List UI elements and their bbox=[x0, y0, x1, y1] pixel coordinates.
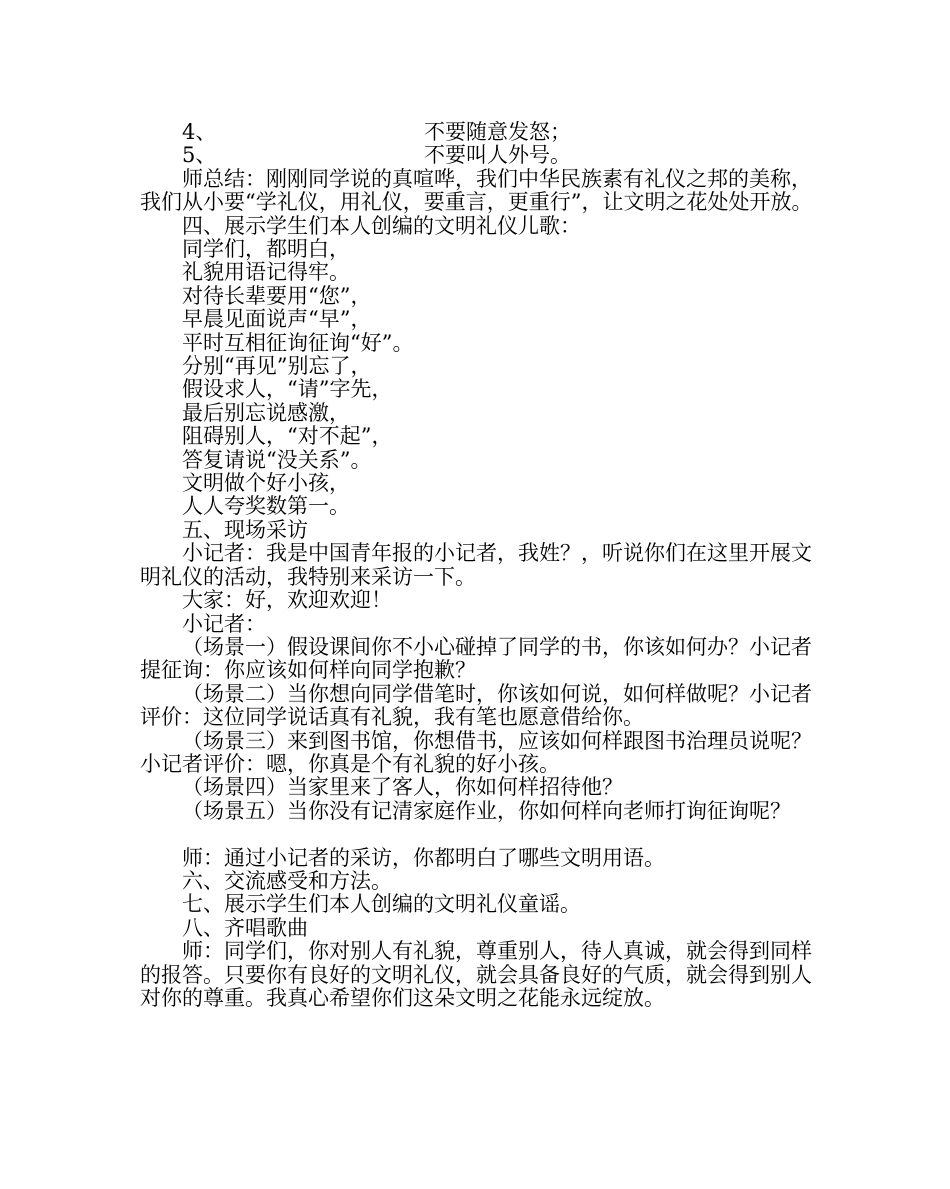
teacher-summary-paragraph: 师总结：刚刚同学说的真喧哗，我们中华民族素有礼仪之邦的美称，我们从小要“学礼仪，用礼仪，要重言，更重行”，让文明之花处处开放。 bbox=[140, 166, 813, 215]
scene-five-paragraph: （场景五）当你没有记清家庭作业，你如何样向老师打询征询呢？ bbox=[182, 798, 791, 823]
scene-one-paragraph: （场景一）假设课间你不小心碰掉了同学的书，你该如何办？小记者提征询：你应该如何样向同学抱歉？ bbox=[140, 634, 812, 683]
rhyme-line: 答复请说“没关系”。 bbox=[182, 447, 372, 472]
list-number: 4、 bbox=[182, 120, 217, 144]
list-item-5 bbox=[140, 144, 826, 167]
section-heading-four: 四、展示学生们本人创编的文明礼仪儿歌： bbox=[182, 213, 581, 238]
reporter-intro-paragraph: 小记者：我是中国青年报的小记者，我姓？，听说你们在这里开展文明礼仪的活动，我特别来采访一下。 bbox=[140, 541, 812, 589]
teacher-question-paragraph: 师：通过小记者的采访，你都明白了哪些文明用语。 bbox=[182, 845, 665, 870]
list-text: 不要随意发怒； bbox=[424, 120, 571, 144]
list-text: 不要叫人外号。 bbox=[424, 143, 571, 168]
rhyme-line: 早晨见面说声“早”， bbox=[182, 307, 372, 332]
list-number: 5、 bbox=[182, 143, 217, 168]
scene-two-paragraph: （场景二）当你想向同学借笔时，你该如何说，如何样做呢？小记者评价：这位同学说话真有礼貌，我有笔也愿意借给你。 bbox=[140, 681, 812, 730]
document-body bbox=[140, 121, 826, 1010]
scene-three-paragraph: （场景三）来到图书馆，你想借书，应该如何样跟图书治理员说呢？小记者评价：嗯，你真是个有礼貌的好小孩。 bbox=[140, 728, 812, 776]
scene-four-paragraph: （场景四）当家里来了客人，你如何样招待他？ bbox=[182, 775, 623, 800]
rhyme-line: 阻碍别人，“对不起”， bbox=[182, 424, 393, 449]
list-item-4 bbox=[140, 121, 826, 144]
rhyme-line: 分别“再见”别忘了， bbox=[182, 354, 372, 379]
rhyme-line: 礼貌用语记得牢。 bbox=[182, 260, 350, 285]
rhyme-line: 平时互相征询征询“好”。 bbox=[182, 330, 414, 355]
section-heading-seven: 七、展示学生们本人创编的文明礼仪童谣。 bbox=[182, 892, 581, 917]
audience-reply: 大家：好，欢迎欢迎！ bbox=[182, 588, 392, 613]
rhyme-line: 最后别忘说感激， bbox=[182, 400, 350, 425]
rhyme-line: 人人夸奖数第一。 bbox=[182, 494, 350, 519]
section-heading-eight: 八、齐唱歌曲 bbox=[182, 915, 308, 940]
reporter-label: 小记者： bbox=[182, 611, 266, 636]
rhyme-line: 同学们，都明白， bbox=[182, 237, 350, 261]
teacher-closing-paragraph: 师：同学们，你对别人有礼貌，尊重别人，待人真诚，就会得到同样的报答。只要你有良好的文明礼仪，就会具备良好的气质，就会得到别人对你的尊重。我真心希望你们这朵文明之花能永远绽放。 bbox=[140, 939, 812, 1010]
section-heading-five: 五、现场采访 bbox=[182, 517, 308, 542]
rhyme-line: 文明做个好小孩， bbox=[182, 471, 350, 496]
section-heading-six: 六、交流感受和方法。 bbox=[182, 868, 392, 893]
rhyme-line: 假设求人，“请”字先， bbox=[182, 377, 393, 402]
blank-line bbox=[140, 823, 826, 846]
rhyme-line: 对待长辈要用“您”， bbox=[182, 283, 372, 308]
